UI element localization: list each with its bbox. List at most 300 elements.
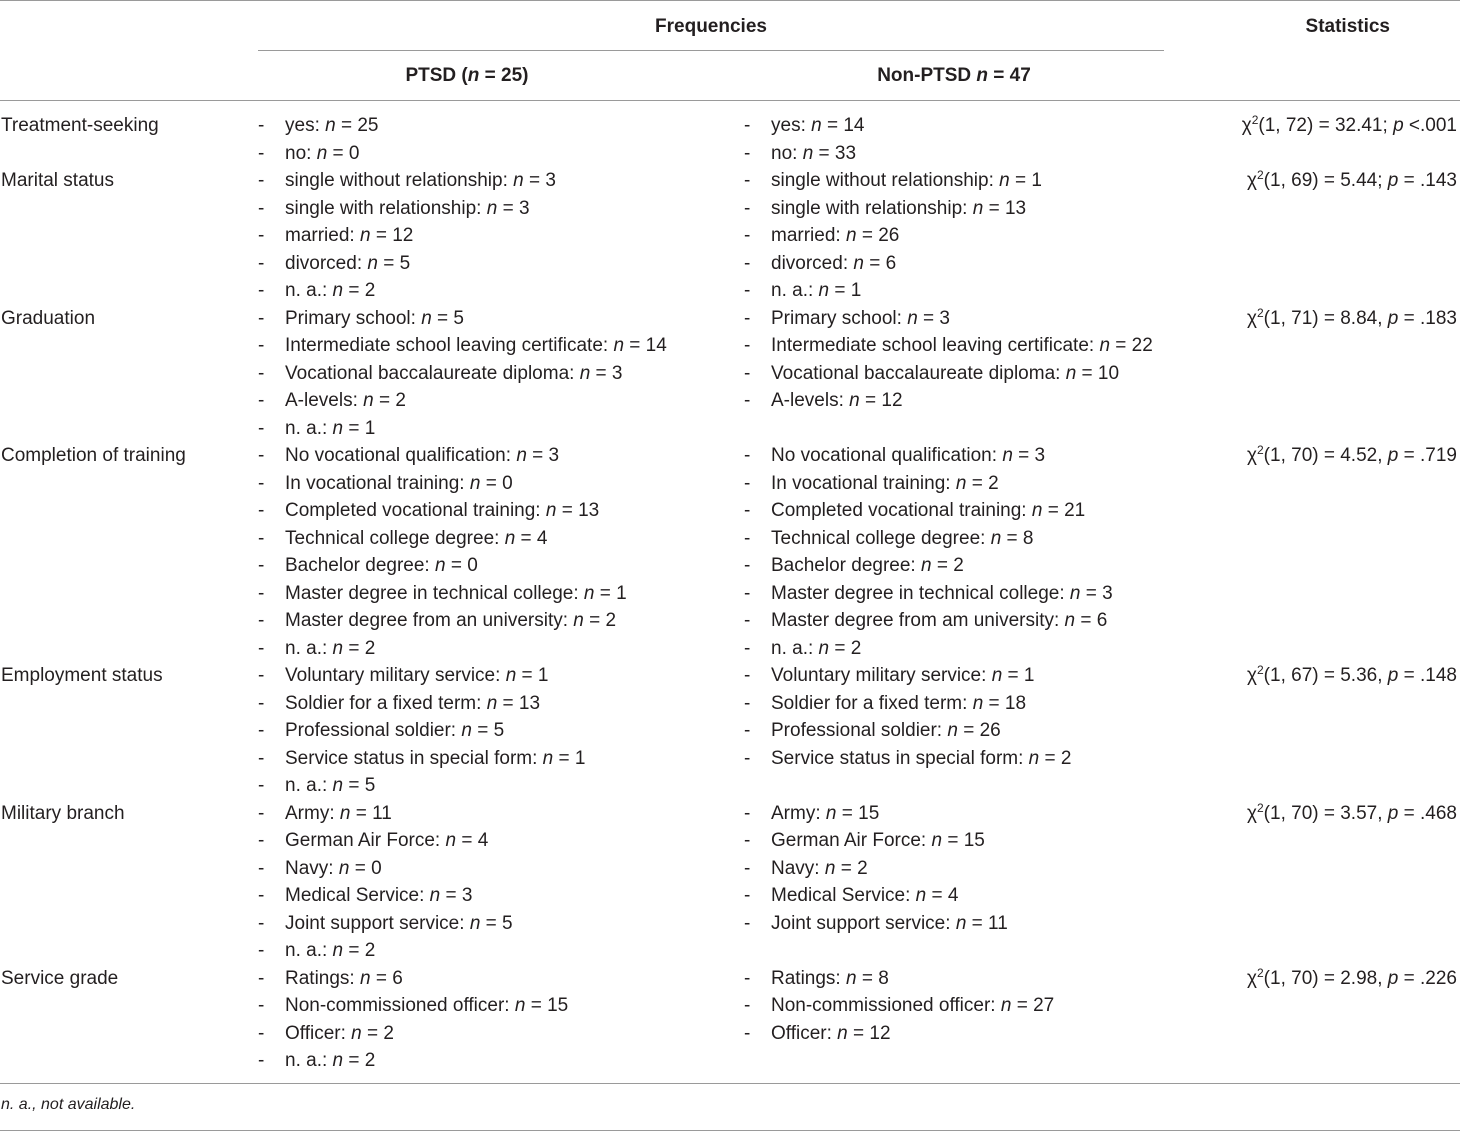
list-dash: - (744, 555, 751, 576)
item-label: Vocational baccalaureate diploma: (285, 362, 580, 384)
p-value: = .143 (1398, 170, 1457, 191)
list-item (744, 717, 1071, 745)
count-value: = 3 (590, 362, 623, 384)
n-symbol: n (435, 555, 446, 576)
list-item (258, 332, 667, 360)
list-dash: - (744, 225, 751, 246)
n-symbol: n (845, 967, 857, 989)
item-count (333, 775, 376, 796)
list-dash: - (258, 142, 265, 164)
count-value: = 8 (1001, 527, 1034, 549)
list-item (744, 607, 1113, 635)
item-label: Service status in special form: (771, 747, 1029, 769)
variable-label: Graduation (1, 307, 96, 329)
chi-symbol: χ (1247, 170, 1257, 191)
header-rule (0, 100, 1460, 101)
list-dash: - (258, 472, 265, 494)
n-symbol: n (991, 665, 1003, 686)
chi-symbol: χ (1247, 967, 1257, 989)
n-symbol: n (469, 472, 481, 494)
chi-args: (1, 69) = 5.44; (1263, 170, 1388, 191)
item-count (543, 748, 586, 769)
item-label: Technical college degree: (285, 527, 505, 549)
item-label: No vocational qualification: (285, 445, 517, 466)
count-value: = 1 (1002, 665, 1035, 686)
list-item (744, 800, 1008, 828)
count-value: = 1 (553, 747, 586, 769)
chi-exponent: 2 (1256, 965, 1264, 980)
list-item (744, 470, 1113, 498)
list-dash: - (744, 362, 751, 384)
list-item (258, 882, 513, 910)
list-item (744, 277, 1042, 305)
p-value: = .183 (1398, 307, 1457, 329)
count-value: = 12 (370, 225, 414, 246)
count-value: = 25 (335, 115, 379, 136)
n-symbol: n (1069, 582, 1081, 604)
count-value: = 2 (966, 472, 999, 494)
ptsd-frequency-list (258, 305, 667, 443)
n-symbol: n (332, 417, 344, 439)
item-label: single with relationship: (285, 197, 487, 219)
count-value: = 18 (983, 692, 1027, 714)
list-item (258, 525, 627, 553)
count-value: = 26 (856, 225, 900, 246)
list-dash: - (744, 582, 751, 604)
item-count (573, 610, 616, 631)
list-dash: - (258, 115, 265, 136)
list-item (744, 250, 1042, 278)
list-dash: - (258, 555, 265, 576)
list-dash: - (258, 362, 265, 384)
item-label: married: (771, 225, 846, 246)
ptsd-frequency-list (258, 442, 627, 662)
item-label: In vocational training: (771, 472, 956, 494)
variable-label: Completion of training (1, 445, 186, 466)
p-symbol: p (1387, 307, 1399, 329)
n-symbol: n (351, 1022, 362, 1044)
n-symbol: n (972, 692, 984, 714)
count-value: = 3 (526, 445, 560, 466)
list-dash: - (744, 445, 751, 466)
list-dash: - (258, 445, 265, 466)
list-item (744, 305, 1153, 333)
chi-exponent: 2 (1251, 113, 1259, 127)
n-symbol: n (818, 280, 830, 301)
n-symbol: n (461, 720, 472, 741)
item-count (367, 253, 410, 274)
item-label: Master degree in technical college: (771, 582, 1070, 604)
count-value: = 0 (445, 555, 478, 576)
list-item (258, 1020, 568, 1048)
list-dash: - (258, 500, 265, 521)
item-count (803, 143, 856, 164)
p-symbol: p (1387, 665, 1399, 686)
variable-label: Employment status (1, 665, 163, 686)
item-label: Technical college degree: (771, 527, 991, 549)
frequencies-underline (258, 50, 1164, 51)
count-value: = 5 (377, 252, 411, 274)
count-value: = 26 (957, 720, 1001, 741)
n-symbol: n (818, 637, 830, 659)
list-dash: - (744, 830, 751, 851)
item-count (973, 198, 1026, 219)
item-count (956, 473, 999, 494)
item-count (853, 253, 896, 274)
count-value: = 27 (1011, 995, 1055, 1016)
list-dash: - (744, 995, 751, 1016)
n-symbol: n (824, 857, 836, 879)
n-symbol: n (514, 995, 526, 1016)
list-item (744, 167, 1042, 195)
list-dash: - (258, 967, 265, 989)
count-value: = 2 (829, 637, 862, 659)
item-label: Intermediate school leaving certificate: (285, 335, 614, 356)
count-value: = 2 (343, 940, 376, 961)
item-label: n. a.: (285, 637, 333, 659)
count-value: = 1 (829, 280, 862, 301)
list-item (258, 580, 627, 608)
count-value: = 2 (361, 1022, 394, 1044)
item-count (317, 143, 360, 164)
count-value: = 5 (471, 720, 505, 741)
item-count (487, 198, 530, 219)
item-label: yes: (771, 115, 812, 136)
count-value: = 1 (594, 582, 627, 604)
chi-square-statistic (1247, 662, 1457, 690)
count-value: = 4 (926, 885, 959, 906)
list-dash: - (258, 527, 265, 549)
frequencies-header: Frequencies (655, 16, 767, 37)
non-ptsd-frequency-list (744, 112, 865, 167)
list-item (744, 332, 1153, 360)
count-value: = 2 (343, 637, 376, 659)
item-count (360, 225, 413, 246)
item-label: A-levels: (285, 390, 364, 411)
item-count (487, 693, 540, 714)
list-item (744, 855, 1008, 883)
item-label: n. a.: (285, 1050, 333, 1071)
p-symbol: p (1387, 802, 1399, 824)
item-count (333, 418, 376, 439)
list-dash: - (744, 142, 751, 164)
list-item (258, 690, 585, 718)
chi-args: (1, 71) = 8.84, (1263, 307, 1388, 329)
list-item (744, 992, 1054, 1020)
item-label: Soldier for a fixed term: (285, 692, 487, 714)
count-value: = 3 (1012, 445, 1046, 466)
chi-square-statistic (1247, 442, 1457, 470)
item-count (333, 940, 376, 961)
item-label: Bachelor degree: (771, 555, 921, 576)
n-symbol: n (421, 307, 432, 329)
list-item (258, 607, 627, 635)
list-item (258, 662, 585, 690)
non-ptsd-column-header: Non-PTSD n = 47 (877, 65, 1031, 86)
list-item (258, 772, 585, 800)
n-symbol: n (999, 170, 1010, 191)
n-symbol: n (955, 472, 967, 494)
count-value: = 1 (1009, 170, 1042, 191)
item-label: Master degree from am university: (771, 610, 1065, 631)
item-count (351, 1023, 394, 1044)
item-label: Completed vocational training: (285, 500, 546, 521)
count-value: = 13 (497, 692, 541, 714)
ptsd-frequency-list (258, 112, 379, 167)
non-ptsd-frequency-list (744, 800, 1008, 938)
item-label: Non-commissioned officer: (771, 995, 1001, 1016)
item-count (849, 390, 902, 411)
item-label: Navy: (771, 857, 825, 879)
item-count (846, 968, 889, 989)
n-symbol: n (325, 115, 336, 136)
list-dash: - (258, 335, 265, 356)
item-label: single without relationship: (771, 170, 1000, 191)
item-label: Army: (285, 802, 340, 824)
item-label: Professional soldier: (285, 720, 462, 741)
count-value: = 11 (350, 802, 392, 824)
list-dash: - (258, 1022, 265, 1044)
list-dash: - (744, 692, 751, 714)
item-label: Ratings: (285, 967, 360, 989)
item-count (921, 555, 964, 576)
list-dash: - (744, 665, 751, 686)
list-dash: - (744, 527, 751, 549)
count-value: = 1 (343, 417, 376, 439)
n-symbol: n (359, 225, 371, 246)
ptsd-frequency-list (258, 662, 585, 800)
item-label: Completed vocational training: (771, 500, 1032, 521)
item-label: No vocational qualification: (771, 445, 1003, 466)
variable-label: Treatment-seeking (1, 115, 159, 136)
n-symbol: n (1064, 610, 1076, 631)
item-label: Soldier for a fixed term: (771, 692, 973, 714)
n-symbol: n (486, 692, 498, 714)
list-dash: - (744, 1022, 751, 1044)
count-value: = 15 (525, 995, 569, 1016)
item-count (580, 363, 623, 384)
list-item (744, 827, 1008, 855)
item-count (470, 913, 513, 934)
item-label: divorced: (285, 252, 368, 274)
list-item (258, 635, 627, 663)
item-count (1065, 610, 1108, 631)
list-dash: - (258, 637, 265, 659)
list-item (744, 525, 1113, 553)
n-symbol: n (1028, 747, 1040, 769)
n-symbol: n (811, 115, 822, 136)
chi-exponent: 2 (1256, 443, 1264, 457)
list-item (258, 387, 667, 415)
list-item (744, 140, 865, 168)
item-label: n. a.: (771, 637, 819, 659)
list-item (258, 222, 556, 250)
p-value: = .468 (1398, 802, 1457, 824)
count-value: = 3 (1080, 582, 1113, 604)
table-foot-rule (0, 1083, 1460, 1084)
list-item (744, 580, 1113, 608)
list-item (258, 910, 513, 938)
n-symbol: n (1099, 335, 1111, 356)
item-label: Primary school: (771, 307, 908, 329)
n-symbol: n (363, 390, 374, 411)
item-label: In vocational training: (285, 472, 470, 494)
list-item (258, 937, 513, 965)
item-label: German Air Force: (285, 830, 446, 851)
item-label: Joint support service: (285, 912, 470, 934)
item-label: no: (285, 142, 317, 164)
variable-label: Marital status (1, 170, 114, 191)
list-item (258, 250, 556, 278)
variable-label: Service grade (1, 967, 119, 989)
n-symbol: n (429, 885, 441, 906)
list-dash: - (258, 940, 265, 961)
n-symbol: n (469, 912, 481, 934)
item-label: A-levels: (771, 390, 850, 411)
n-symbol: n (1002, 445, 1013, 466)
list-item (258, 800, 513, 828)
list-item (744, 690, 1071, 718)
count-value: = 1 (516, 665, 549, 686)
item-label: Master degree in technical college: (285, 582, 584, 604)
list-item (258, 140, 379, 168)
item-label: n. a.: (285, 417, 333, 439)
list-dash: - (744, 197, 751, 219)
p-symbol: p (1387, 445, 1399, 466)
n-symbol: n (921, 555, 932, 576)
item-label: Navy: (285, 857, 339, 879)
item-count (837, 1023, 890, 1044)
item-count (846, 225, 899, 246)
count-value: = 10 (1076, 362, 1120, 384)
item-count (360, 968, 403, 989)
item-label: Master degree from an university: (285, 610, 574, 631)
count-value: = 4 (456, 830, 489, 851)
count-value: = 3 (440, 885, 473, 906)
list-dash: - (744, 115, 751, 136)
item-label: Voluntary military service: (771, 665, 992, 686)
item-label: Medical Service: (285, 885, 430, 906)
list-item (744, 222, 1042, 250)
list-item (258, 745, 585, 773)
list-dash: - (258, 197, 265, 219)
n-symbol: n (955, 912, 967, 934)
item-label: n. a.: (285, 940, 333, 961)
item-label: Primary school: (285, 307, 422, 329)
item-count (515, 995, 568, 1016)
item-label: Ratings: (771, 967, 846, 989)
list-item (744, 552, 1113, 580)
list-item (258, 1047, 568, 1075)
item-count (819, 280, 862, 301)
count-value: = 5 (480, 912, 513, 934)
list-item (258, 470, 627, 498)
item-count (446, 830, 489, 851)
count-value: = 2 (343, 280, 376, 301)
count-value: = 6 (1075, 610, 1108, 631)
list-item (258, 827, 513, 855)
non-ptsd-frequency-list (744, 965, 1054, 1048)
item-count (1099, 335, 1152, 356)
list-dash: - (744, 967, 751, 989)
item-count (435, 555, 478, 576)
item-count (825, 858, 868, 879)
p-value: <.001 (1403, 115, 1457, 136)
p-symbol: p (1393, 115, 1404, 136)
list-dash: - (258, 720, 265, 741)
list-item (744, 635, 1113, 663)
list-dash: - (744, 637, 751, 659)
item-count (1032, 500, 1085, 521)
n-symbol: n (802, 142, 814, 164)
n-symbol: n (990, 527, 1002, 549)
non-ptsd-frequency-list (744, 662, 1071, 772)
chi-args: (1, 70) = 2.98, (1263, 967, 1388, 989)
item-count (333, 280, 376, 301)
item-label: n. a.: (285, 280, 333, 301)
chi-symbol: χ (1247, 445, 1257, 466)
count-value: = 2 (931, 555, 964, 576)
non-ptsd-frequency-list (744, 442, 1113, 662)
n-symbol: n (359, 967, 371, 989)
item-label: Officer: (285, 1022, 352, 1044)
non-ptsd-frequency-list (744, 305, 1153, 415)
list-item (258, 717, 585, 745)
list-dash: - (258, 170, 265, 191)
n-symbol: n (504, 527, 516, 549)
list-dash: - (744, 390, 751, 411)
chi-square-statistic (1247, 965, 1457, 993)
list-dash: - (258, 857, 265, 879)
item-count (819, 638, 862, 659)
count-value: = 3 (497, 197, 530, 219)
list-item (258, 965, 568, 993)
chi-square-statistic (1247, 305, 1457, 333)
n-symbol: n (915, 885, 927, 906)
n-symbol: n (339, 802, 351, 824)
p-value: = .148 (1398, 665, 1457, 686)
n-symbol: n (1031, 500, 1043, 521)
list-dash: - (258, 665, 265, 686)
n-symbol: n (845, 225, 857, 246)
chi-args: (1, 70) = 3.57, (1263, 802, 1388, 824)
ptsd-frequency-list (258, 167, 556, 305)
item-count (956, 913, 1008, 934)
count-value: = 0 (480, 472, 513, 494)
n-symbol: n (837, 1022, 848, 1044)
count-value: = 2 (373, 390, 406, 411)
item-label: married: (285, 225, 360, 246)
chi-symbol: χ (1247, 665, 1257, 686)
p-symbol: p (1387, 967, 1399, 989)
chi-exponent: 2 (1256, 305, 1264, 320)
list-item (744, 112, 865, 140)
list-item (744, 662, 1071, 690)
chi-square-statistic (1247, 800, 1457, 828)
list-item (744, 882, 1008, 910)
count-value: = 2 (835, 857, 868, 879)
count-value: = 5 (343, 775, 376, 796)
table-bottom-rule (0, 1130, 1460, 1131)
chi-args: (1, 70) = 4.52, (1263, 445, 1388, 466)
list-item (744, 910, 1008, 938)
n-symbol: n (316, 142, 328, 164)
list-item (258, 552, 627, 580)
count-value: = 12 (859, 390, 903, 411)
item-count (992, 665, 1035, 686)
chi-square-statistic (1242, 112, 1457, 140)
list-dash: - (744, 720, 751, 741)
